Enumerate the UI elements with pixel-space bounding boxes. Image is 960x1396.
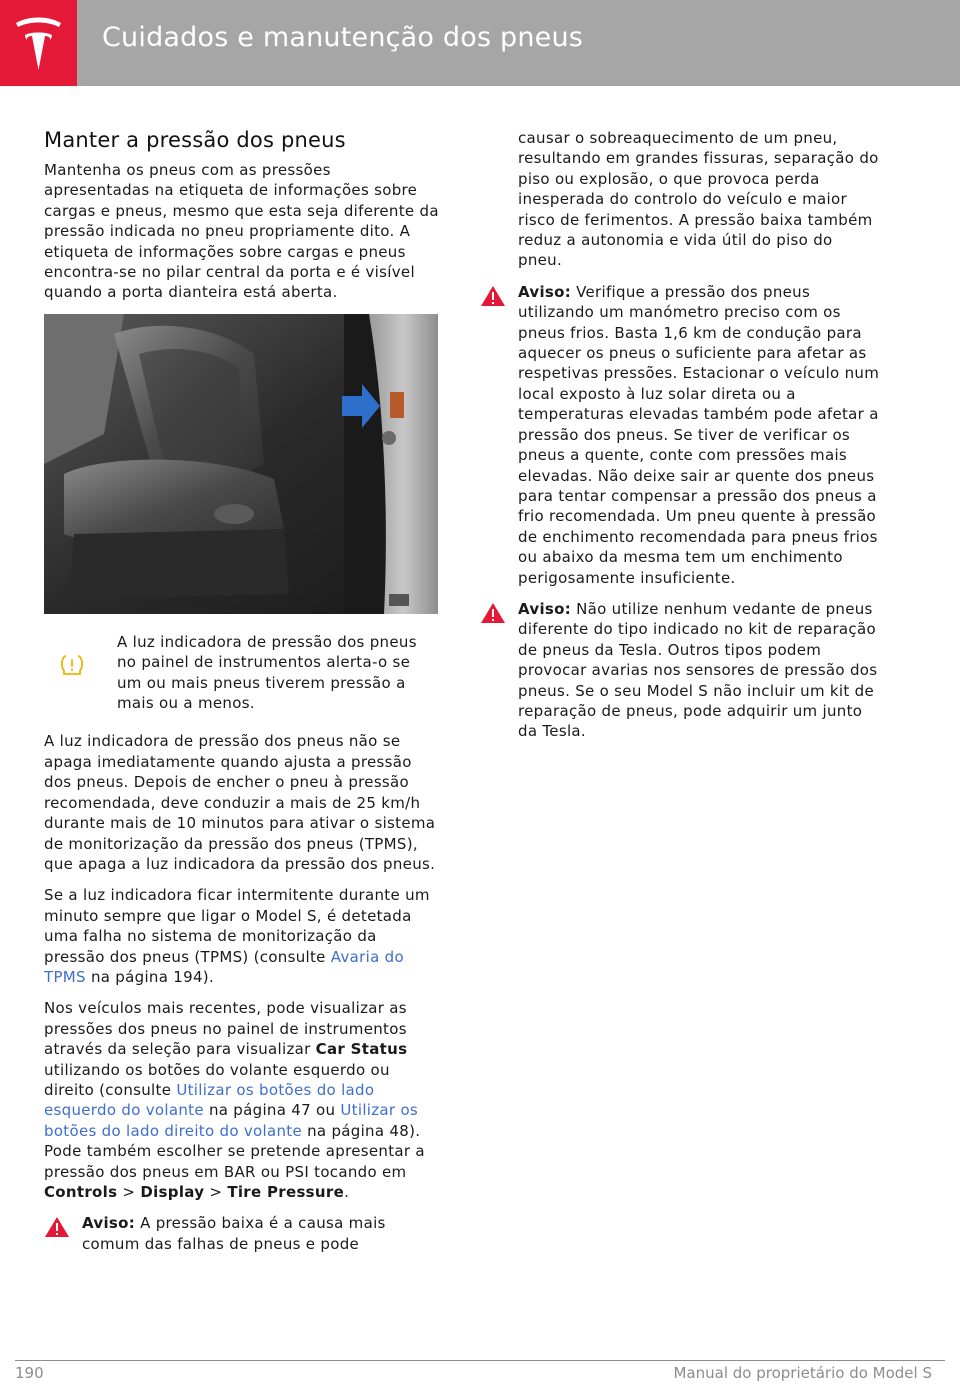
tesla-logo-icon [13, 14, 64, 70]
warning-triangle-icon [480, 602, 506, 624]
page-number: 190 [15, 1364, 44, 1382]
link-right-steering-buttons[interactable]: Utilizar os botões do lado direito do volante [44, 1101, 419, 1140]
footer-divider [15, 1360, 945, 1361]
warning-label: Aviso: [518, 282, 572, 301]
paragraph-continued: causar o sobreaquecimento de um pneu, resultando em grandes fissuras, separação do piso ou explosão, o que provoca perda inesperada do controlo do veículo e maior risco de ferimentos. A pressão baixa também reduz a autonomia e vida útil do piso do pneu. [518, 129, 879, 270]
left-column [44, 128, 439, 1265]
warning-label: Aviso: [518, 599, 572, 618]
controls-label: Controls [44, 1183, 118, 1201]
section-heading: Manter a pressão dos pneus [44, 128, 346, 152]
indicator-text: A luz indicadora de pressão dos pneus no painel de instrumentos alerta-o se um ou mais pneus tiverem pressão a mais ou a menos. [117, 632, 417, 713]
right-column [480, 128, 880, 753]
tire-pressure-label: Tire Pressure [227, 1183, 345, 1201]
manual-title: Manual do proprietário do Model S [673, 1364, 932, 1382]
paragraph-intro: Mantenha os pneus com as pressões apresentadas na etiqueta de informações sobre cargas e pneus, mesmo que esta seja diferente da pressão indicada no pneu propriamente dito. A etiqueta de informações sobre cargas e pneus encontra-se no pilar central da porta e é visível quando a porta dianteira está aberta. [44, 161, 439, 302]
warning-check-cold: Aviso: Verifique a pressão dos pneus utilizando um manómetro preciso com os pneus frios. Basta 1,6 km de condução para aquecer os pneus o suficiente para afetar as respetivas pressões. Estacionar o veículo num local exposto à luz solar direta ou a temperaturas elevadas também pode afetar a pressão dos pneus. Se tiver de verificar os pneus a quente, conte com pressões mais elevadas. Não deixe sair ar quente dos pneus para tentar compensar a pressão dos pneus a frio recomendada. Um pneu quente à pressão de enchimento recomendada para pneus frios ou abaixo da mesma tem um enchimento perigosamente insuficiente. [480, 282, 880, 588]
warning-sealant: Aviso: Não utilize nenhum vedante de pneus diferente do tipo indicado no kit de reparação de pneus da Tesla. Outros tipos podem provocar avarias nos sensores de pressão dos pneus. Se o seu Model S não incluir um kit de reparação de pneus, pode adquirir um junto da Tesla. [480, 599, 880, 742]
warning-label: Aviso: [82, 1214, 136, 1233]
header-bar [0, 0, 960, 86]
tpms-indicator-note [44, 632, 439, 714]
page-header-title: Cuidados e manutenção dos pneus [102, 22, 584, 53]
seat-door-pillar-photo [44, 314, 438, 614]
display-label: Display [140, 1183, 205, 1201]
paragraph-car-status: Nos veículos mais recentes, pode visualizar as pressões dos pneus no painel de instrumentos através da seleção para visualizar Car Status utilizando os botões do volante esquerdo ou direito (consulte Utilizar os botões do lado esquerdo do volante na página 47 ou Utilizar os botões do lado direito do volante na página 48). Pode também escolher se pretende apresentar a pressão dos pneus em BAR ou PSI tocando em Controls > Display > Tire Pressure. [44, 999, 425, 1201]
logo-box [0, 0, 77, 86]
warning-low-pressure: Aviso: A pressão baixa é a causa mais comum das falhas de pneus e pode [44, 1213, 439, 1254]
car-status-label: Car Status [315, 1040, 408, 1059]
link-tpms-fault[interactable]: Avaria do TPMS [44, 947, 404, 986]
tpms-indicator-icon [60, 654, 84, 676]
warning-triangle-icon [480, 285, 506, 307]
paragraph-tpms-reset: A luz indicadora de pressão dos pneus não se apaga imediatamente quando ajusta a pressão dos pneus. Depois de encher o pneu à pressão recomendada, deve conduzir a mais de 25 km/h durante mais de 10 minutos para ativar o sistema de monitorização da pressão dos pneus (TPMS), que apaga a luz indicadora da pressão dos pneus. [44, 732, 436, 873]
paragraph-tpms-fault: Se a luz indicadora ficar intermitente durante um minuto sempre que ligar o Model S, é detetada uma falha no sistema de monitorização da pressão dos pneus (TPMS) (consulte Avaria do TPMS na página 194). [44, 886, 430, 986]
link-left-steering-buttons[interactable]: Utilizar os botões do lado esquerdo do volante [44, 1080, 375, 1120]
warning-triangle-icon [44, 1216, 70, 1238]
